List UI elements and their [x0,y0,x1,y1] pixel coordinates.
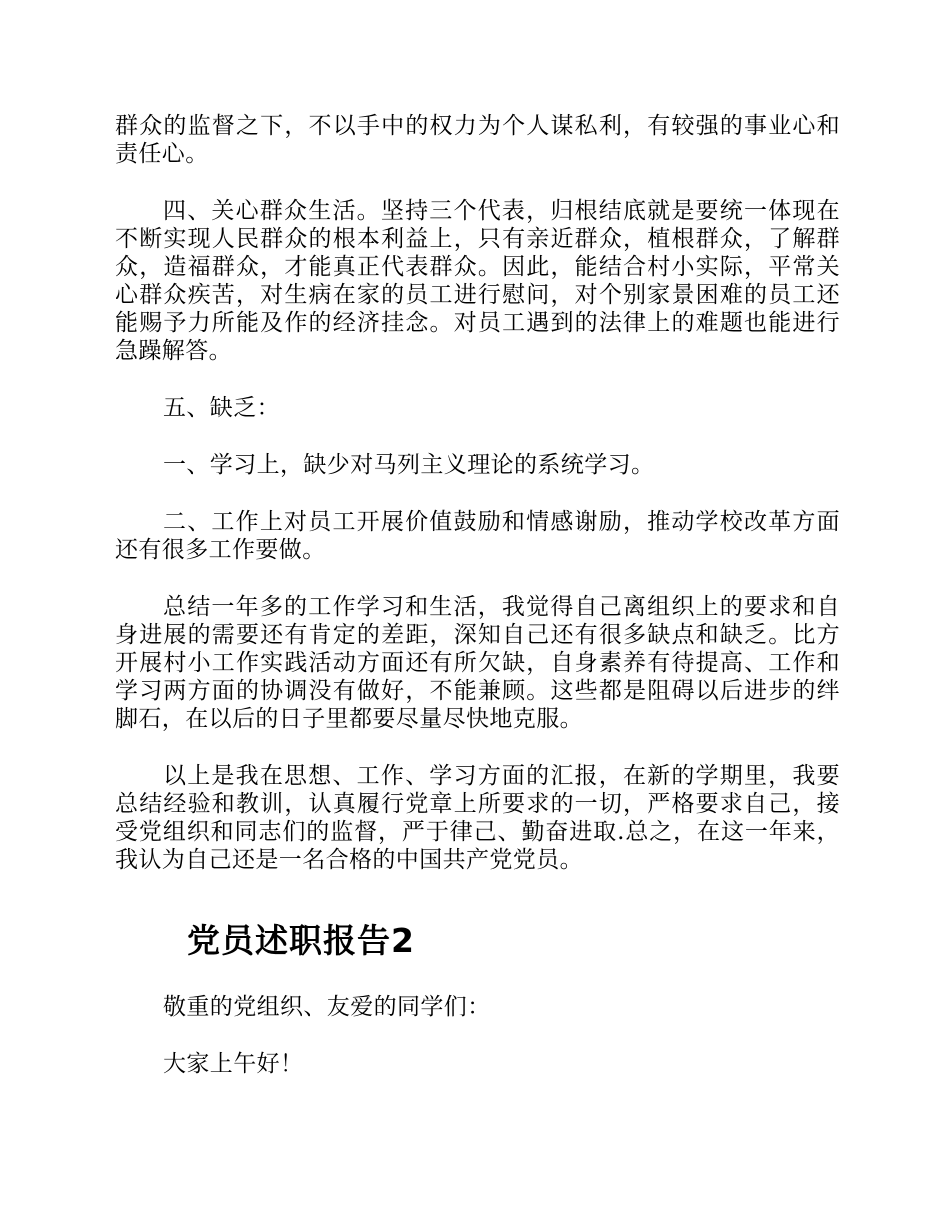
paragraph-shortcomings-heading: 五、缺乏： [163,395,280,421]
salutation: 敬重的党组织、友爱的同学们： [163,994,491,1020]
section-heading: 党员述职报告2 [187,921,415,960]
paragraph-shortcoming-study: 一、学习上，缺少对马列主义理论的系统学习。 [163,452,655,478]
paragraph-continuation: 群众的监督之下，不以手中的权力为个人谋私利，有较强的事业心和责任心。 [115,113,840,167]
paragraph-conclusion: 以上是我在思想、工作、学习方面的汇报，在新的学期里，我要总结经验和教训，认真履行党章上所要求的一切，严格要求自己，接受党组织和同志们的监督，严于律己、勤奋进取.总之，在这一年来，我认为自己还是一名合格的中国共产党党员。 [115,763,840,873]
paragraph-shortcoming-work: 二、工作上对员工开展价值鼓励和情感谢励，推动学校改革方面还有很多工作要做。 [115,509,840,563]
paragraph-summary: 总结一年多的工作学习和生活，我觉得自己离组织上的要求和自身进展的需要还有肯定的差距，深知自己还有很多缺点和缺乏。比方开展村小工作实践活动方面还有所欠缺，自身素养有待提高、工作和学习两方面的协调没有做好，不能兼顾。这些都是阻碍以后进步的绊脚石，在以后的日子里都要尽量尽快地克服。 [115,594,840,732]
document-body [115,112,840,1078]
paragraph-care-for-masses: 四、关心群众生活。坚持三个代表，归根结底就是要统一体现在不断实现人民群众的根本利益上，只有亲近群众，植根群众，了解群众，造福群众，才能真正代表群众。因此，能结合村小实际，平常关心群众疾苦，对生病在家的员工进行慰问，对个别家景困难的员工还能赐予力所能及作的经济挂念。对员工遇到的法律上的难题也能进行急躁解答。 [115,198,840,364]
greeting: 大家上午好！ [163,1051,304,1077]
